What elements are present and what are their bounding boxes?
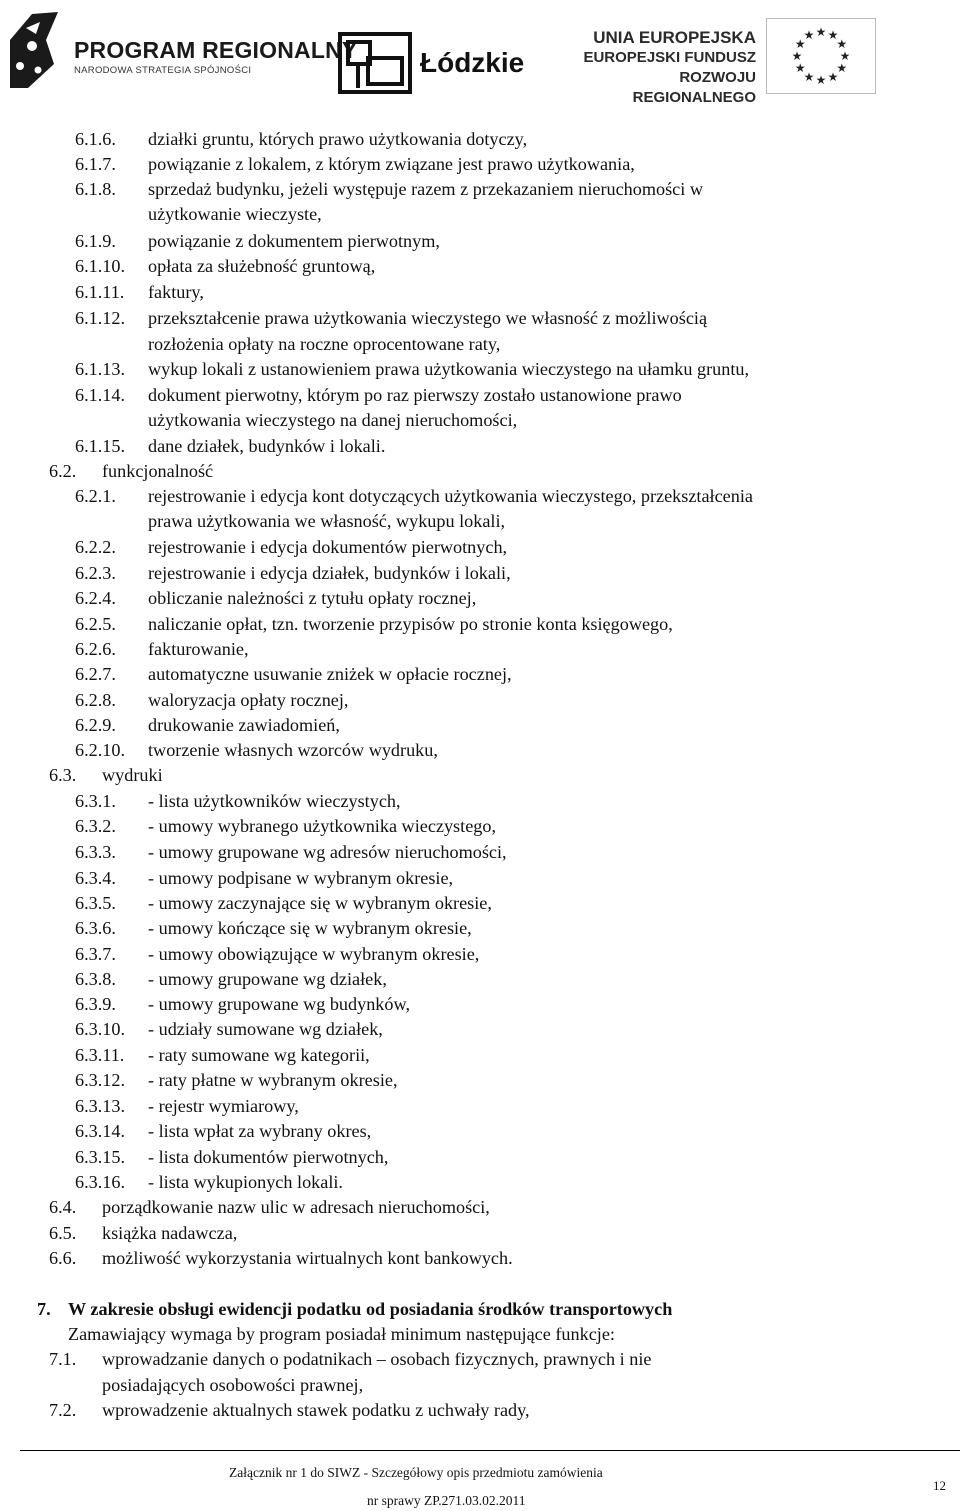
item-text: - lista wykupionych lokali. <box>148 1172 343 1192</box>
item-number: 6.3.10. <box>75 1019 126 1039</box>
item-text: rejestrowanie i edycja działek, budynków i lokali, <box>148 563 511 583</box>
item-number: 6.2.6. <box>75 639 116 659</box>
eu-star-icon: ★ <box>794 37 806 51</box>
item-text: - lista użytkowników wieczystych, <box>148 791 401 811</box>
item-text: powiązanie z lokalem, z którym związane jest prawo użytkowania, <box>148 154 635 174</box>
item-number: 6.3.1. <box>75 791 116 811</box>
item-number: 6.2.5. <box>75 614 116 634</box>
item-text: naliczanie opłat, tzn. tworzenie przypisów po stronie konta księgowego, <box>148 614 673 634</box>
item-text: automatyczne usuwanie zniżek w opłacie rocznej, <box>148 664 512 684</box>
item-text: - umowy grupowane wg adresów nieruchomości, <box>148 842 507 862</box>
item-number: 6.2.9. <box>75 715 116 735</box>
item-number: 6.2.2. <box>75 537 116 557</box>
item-number: 6.3.2. <box>75 816 116 836</box>
eu-line3: ROZWOJU REGIONALNEGO <box>632 69 756 106</box>
item-text: waloryzacja opłaty rocznej, <box>148 690 349 710</box>
item-number: 6.2.4. <box>75 588 116 608</box>
item-text: działki gruntu, których prawo użytkowania dotyczy, <box>148 129 528 149</box>
item-number: 6.4. <box>49 1197 77 1217</box>
item-number: 6.1.15. <box>75 436 126 456</box>
item-number: 6.2. <box>49 461 77 481</box>
item-number: 6.3.4. <box>75 868 116 888</box>
item-number: 6.1.7. <box>75 154 116 174</box>
item-text: W zakresie obsługi ewidencji podatku od posiadania środków transportowych <box>68 1299 673 1319</box>
eu-line2: EUROPEJSKI FUNDUSZ <box>583 49 756 66</box>
page-number: 12 <box>933 1478 946 1493</box>
program-title: PROGRAM REGIONALNY <box>74 37 358 63</box>
item-text: - umowy grupowane wg działek, <box>148 969 387 989</box>
item-number: 6.3.6. <box>75 918 116 938</box>
item-text: sprzedaż budynku, jeżeli występuje razem z przekazaniem nieruchomości w <box>148 179 703 199</box>
page-header <box>0 0 960 110</box>
item-text: użytkowania wieczystego na danej nieruchomości, <box>148 410 518 430</box>
item-text: - umowy podpisane w wybranym okresie, <box>148 868 454 888</box>
eu-text-logo <box>556 28 756 108</box>
item-number: 6.1.10. <box>75 256 126 276</box>
item-text: powiązanie z dokumentem pierwotnym, <box>148 231 440 251</box>
eu-star-icon: ★ <box>827 69 839 84</box>
footer-divider <box>20 1450 960 1451</box>
item-text: - umowy kończące się w wybranym okresie, <box>148 918 472 938</box>
eu-star-icon: ★ <box>836 37 848 51</box>
item-text: użytkowanie wieczyste, <box>148 204 322 224</box>
item-number: 6.2.10. <box>75 740 126 760</box>
item-text: wydruki <box>102 765 163 785</box>
item-number: 6.5. <box>49 1223 77 1243</box>
item-text: posiadających osobowości prawnej, <box>102 1375 364 1395</box>
item-text: fakturowanie, <box>148 639 249 659</box>
item-number: 6.3.9. <box>75 994 116 1014</box>
item-number: 6.3. <box>49 765 77 785</box>
eu-star-icon: ★ <box>803 28 815 43</box>
region-name: Łódzkie <box>420 47 525 78</box>
item-text: - umowy obowiązujące w wybranym okresie, <box>148 944 480 964</box>
item-number: 6.3.16. <box>75 1172 126 1192</box>
item-number: 6.1.12. <box>75 308 126 328</box>
eu-star-icon: ★ <box>794 61 806 75</box>
item-number: 6.1.14. <box>75 385 126 405</box>
item-number: 6.3.11. <box>75 1045 125 1065</box>
item-number: 6.2.1. <box>75 486 116 506</box>
item-text: - lista wpłat za wybrany okres, <box>148 1121 372 1141</box>
item-number: 6.3.13. <box>75 1096 126 1116</box>
item-number: 6.1.8. <box>75 179 116 199</box>
item-text: - udziały sumowane wg działek, <box>148 1019 383 1039</box>
item-text: wprowadzenie aktualnych stawek podatku z uchwały rady, <box>102 1400 530 1420</box>
item-text: rejestrowanie i edycja dokumentów pierwotnych, <box>148 537 508 557</box>
item-text: wykup lokali z ustanowieniem prawa użytkowania wieczystego na ułamku gruntu, <box>148 359 750 379</box>
item-text: - raty sumowane wg kategorii, <box>148 1045 370 1065</box>
eu-star-icon: ★ <box>815 25 827 39</box>
eu-star-icon: ★ <box>839 49 851 63</box>
item-text: tworzenie własnych wzorców wydruku, <box>148 740 438 760</box>
item-number: 6.1.11. <box>75 282 125 302</box>
eu-flag-icon <box>766 18 876 94</box>
item-number: 7.1. <box>49 1349 77 1369</box>
item-number: 6.3.12. <box>75 1070 126 1090</box>
item-number: 6.3.8. <box>75 969 116 989</box>
item-text: faktury, <box>148 282 204 302</box>
item-text: rejestrowanie i edycja kont dotyczących użytkowania wieczystego, przekształcenia <box>148 486 753 506</box>
item-text: - raty płatne w wybranym okresie, <box>148 1070 398 1090</box>
eu-star-icon: ★ <box>791 49 803 63</box>
item-text: obliczanie należności z tytułu opłaty rocznej, <box>148 588 477 608</box>
item-text: drukowanie zawiadomień, <box>148 715 340 735</box>
item-text: książka nadawcza, <box>102 1223 238 1243</box>
item-number: 7. <box>37 1299 51 1319</box>
item-text: prawa użytkowania we własność, wykupu lokali, <box>148 511 506 531</box>
item-number: 6.2.3. <box>75 563 116 583</box>
item-text: możliwość wykorzystania wirtualnych kont bankowych. <box>102 1248 513 1268</box>
eu-star-icon: ★ <box>803 69 815 84</box>
item-number: 6.1.13. <box>75 359 126 379</box>
item-text: funkcjonalność <box>102 461 214 481</box>
item-text: - umowy grupowane wg budynków, <box>148 994 410 1014</box>
item-text: - umowy zaczynające się w wybranym okresie, <box>148 893 492 913</box>
item-number: 7.2. <box>49 1400 77 1420</box>
program-regionalny-emblem-icon <box>6 10 62 90</box>
item-text: rozłożenia opłaty na roczne oprocentowane raty, <box>148 334 501 354</box>
item-text: porządkowanie nazw ulic w adresach nieruchomości, <box>102 1197 490 1217</box>
item-text: dane działek, budynków i lokali. <box>148 436 386 456</box>
footer-annex-text: Załącznik nr 1 do SIWZ - Szczegółowy opis przedmiotu zamówienia <box>229 1465 603 1480</box>
item-text: wprowadzanie danych o podatnikach – osobach fizycznych, prawnych i nie <box>102 1349 652 1369</box>
item-number: 6.1.6. <box>75 129 116 149</box>
program-regionalny-logo <box>74 38 357 76</box>
item-number: 6.2.7. <box>75 664 116 684</box>
item-text: - umowy wybranego użytkownika wieczystego, <box>148 816 496 836</box>
lodzkie-logo-icon <box>338 32 412 94</box>
eu-line1: UNIA EUROPEJSKA <box>593 28 756 47</box>
item-number: 6.3.5. <box>75 893 116 913</box>
item-text: przekształcenie prawa użytkowania wieczystego we własność z możliwością <box>148 308 708 328</box>
item-text: opłata za służebność gruntową, <box>148 256 376 276</box>
eu-star-icon: ★ <box>815 73 827 87</box>
eu-star-icon: ★ <box>827 28 839 43</box>
item-text: - rejestr wymiarowy, <box>148 1096 299 1116</box>
item-text: dokument pierwotny, którym po raz pierwszy zostało ustanowione prawo <box>148 385 682 405</box>
item-number: 6.6. <box>49 1248 77 1268</box>
item-number: 6.3.3. <box>75 842 116 862</box>
footer-case-number: nr sprawy ZP.271.03.02.2011 <box>367 1493 526 1508</box>
item-number: 6.2.8. <box>75 690 116 710</box>
item-number: 6.1.9. <box>75 231 116 251</box>
eu-star-icon: ★ <box>836 61 848 75</box>
program-subtitle: NARODOWA STRATEGIA SPÓJNOŚCI <box>74 65 252 76</box>
item-number: 6.3.14. <box>75 1121 126 1141</box>
item-number: 6.3.15. <box>75 1147 126 1167</box>
item-text: - lista dokumentów pierwotnych, <box>148 1147 389 1167</box>
item-number: 6.3.7. <box>75 944 116 964</box>
item-text: Zamawiający wymaga by program posiadał minimum następujące funkcje: <box>68 1324 615 1344</box>
